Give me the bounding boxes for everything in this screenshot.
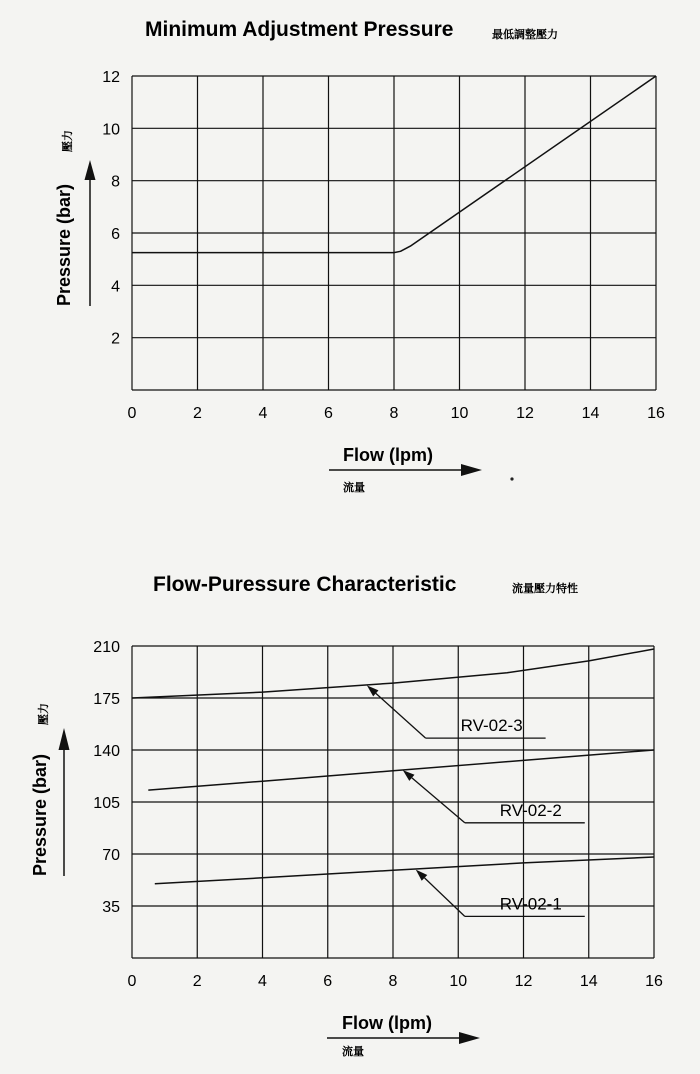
- chart1-xtick-10: 10: [450, 405, 469, 422]
- chart1-xtick-8: 8: [389, 405, 399, 422]
- chart2-ytick-140: 140: [93, 743, 120, 760]
- chart2-series-rv-02-2: [148, 750, 654, 790]
- chart1-grid: [132, 76, 656, 390]
- chart2-xtick-0: 0: [127, 973, 137, 990]
- chart2-xtick-16: 16: [645, 973, 663, 990]
- chart1-title-cjk: 最低調整壓力: [492, 28, 558, 41]
- chart1-xtick-14: 14: [581, 405, 600, 422]
- chart2-xtick-8: 8: [388, 973, 398, 990]
- chart2-xtick-6: 6: [323, 973, 333, 990]
- annotation-label-RV-02-3: RV-02-3: [460, 716, 523, 736]
- chart1-ytick-10: 10: [102, 121, 120, 139]
- chart1-ytick-6: 6: [111, 226, 120, 243]
- chart2-ytick-175: 175: [93, 691, 120, 708]
- speck-dot: [510, 477, 513, 480]
- chart2-x-axis-label: [327, 1013, 480, 1058]
- chart1-y-axis-label: [54, 130, 96, 306]
- chart2-x-arrow-icon: [459, 1032, 480, 1044]
- chart2-annotations: [367, 685, 585, 916]
- annotation-leader-RV-02-2: [412, 778, 465, 823]
- annotation-label-RV-02-1: RV-02-1: [499, 894, 562, 914]
- chart2-xtick-14: 14: [579, 973, 598, 990]
- chart2-ylabel: Pressure (bar): [30, 753, 50, 876]
- chart2-xtick-12: 12: [514, 973, 533, 990]
- chart1-ylabel: Pressure (bar): [54, 183, 74, 306]
- chart1-ytick-2: 2: [111, 330, 120, 348]
- chart2-series-rv-02-1: [155, 857, 654, 884]
- chart1-ytick-4: 4: [111, 278, 120, 296]
- flow-pressure-chart: [30, 573, 663, 1058]
- chart1-x-axis-label: [329, 445, 482, 494]
- chart1-ticks: [102, 69, 665, 422]
- chart2-ytick-210: 210: [93, 639, 120, 656]
- chart1-xtick-6: 6: [324, 405, 333, 422]
- chart1-xtick-4: 4: [258, 405, 268, 422]
- chart1-y-arrow-icon: [85, 160, 96, 180]
- chart2-xtick-4: 4: [258, 973, 267, 990]
- chart2-ytick-105: 105: [93, 795, 120, 812]
- chart1-ytick-12: 12: [102, 69, 120, 86]
- chart2-title: Flow-Puressure Characteristic: [153, 573, 457, 596]
- chart2-xlabel-cjk: 流量: [342, 1045, 364, 1058]
- chart1-title: Minimum Adjustment Pressure: [145, 18, 454, 41]
- chart1-xlabel: Flow (lpm): [343, 445, 433, 465]
- chart1-xtick-2: 2: [193, 405, 202, 422]
- chart2-grid: [132, 646, 654, 958]
- annotation-leader-RV-02-3: [376, 693, 426, 738]
- chart2-ytick-35: 35: [102, 899, 120, 916]
- chart2-title-cjk: 流量壓力特性: [512, 582, 578, 595]
- chart2-ylabel-cjk: 壓力: [37, 703, 50, 725]
- chart1-x-arrow-icon: [461, 464, 482, 476]
- chart2-ticks: [93, 639, 663, 990]
- chart1-xtick-12: 12: [516, 405, 534, 422]
- chart2-y-arrow-icon: [59, 728, 70, 750]
- minimum-pressure-chart: [54, 18, 665, 494]
- chart1-xtick-0: 0: [127, 405, 137, 422]
- chart2-xtick-2: 2: [192, 973, 202, 990]
- chart2-ytick-70: 70: [102, 847, 120, 864]
- chart1-xtick-16: 16: [647, 405, 665, 422]
- chart2-xlabel: Flow (lpm): [342, 1013, 432, 1033]
- chart1-ytick-8: 8: [111, 173, 120, 191]
- chart1-xlabel-cjk: 流量: [343, 481, 365, 494]
- chart1-ylabel-cjk: 壓力: [61, 130, 74, 152]
- chart2-y-axis-label: [30, 703, 70, 876]
- annotation-label-RV-02-2: RV-02-2: [499, 800, 562, 820]
- chart2-xtick-10: 10: [449, 973, 468, 990]
